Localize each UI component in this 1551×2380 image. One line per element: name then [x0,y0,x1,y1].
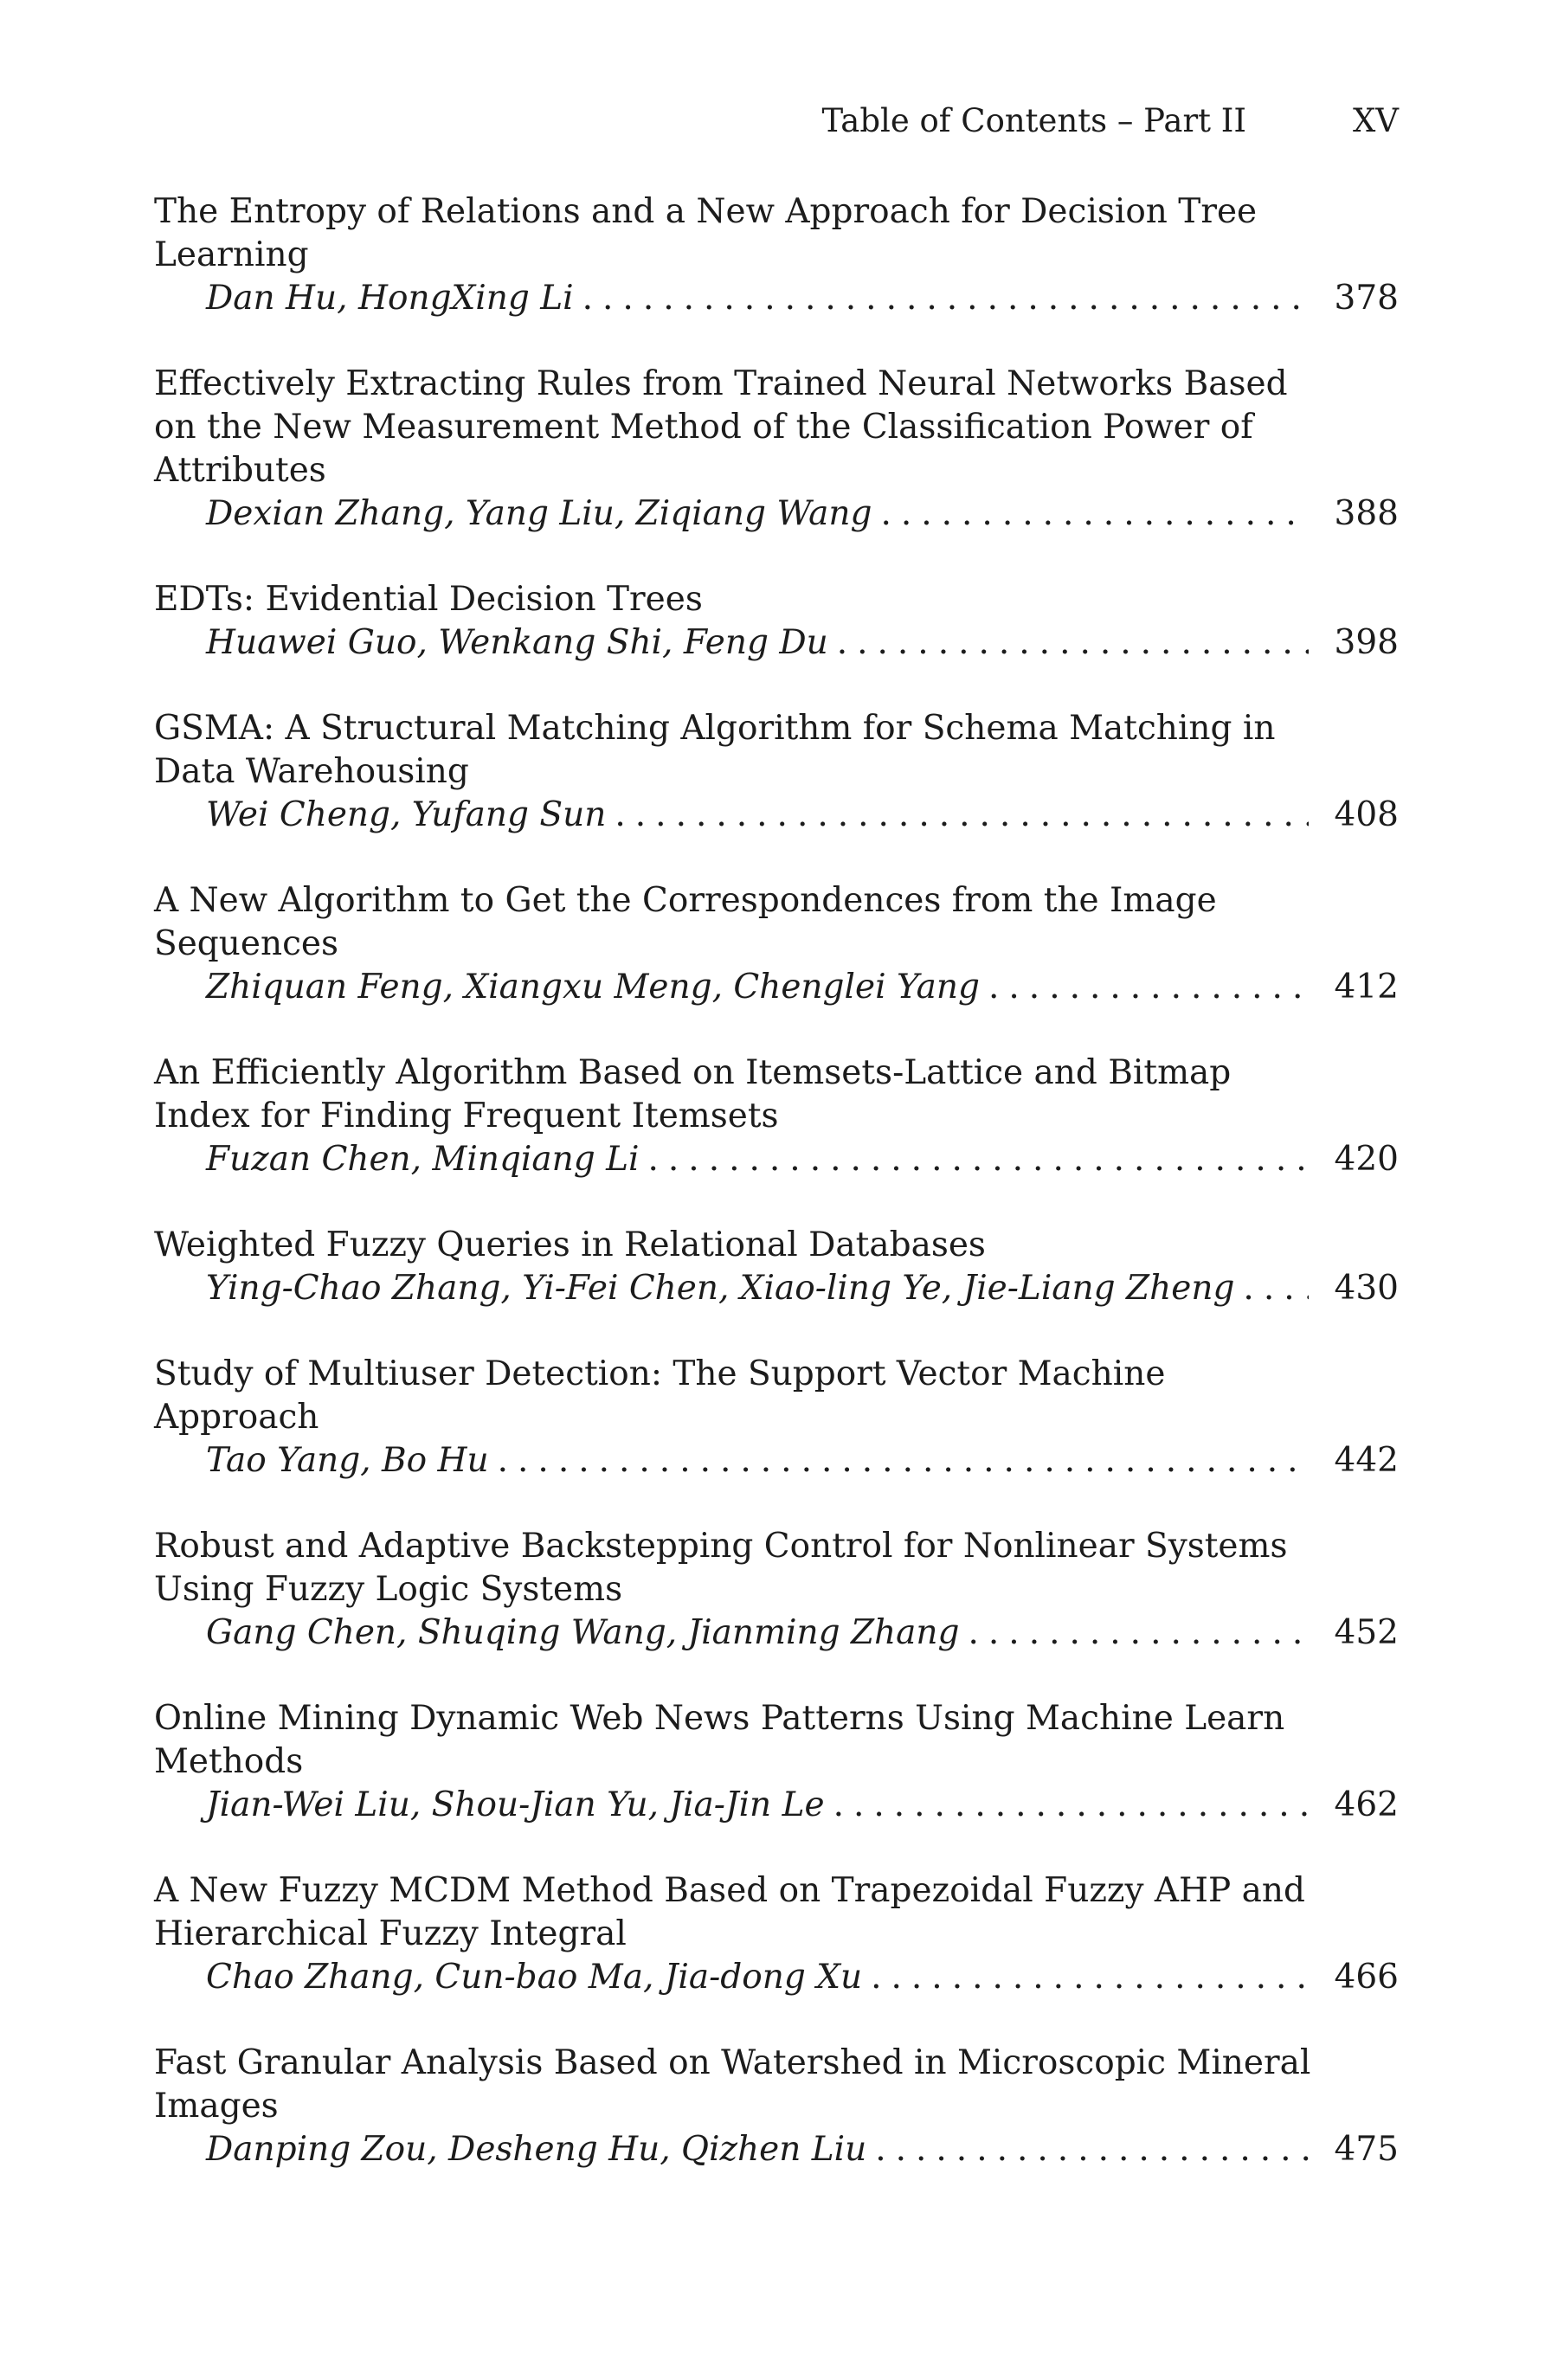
folio-page-number: XV [1352,102,1399,139]
entry-authors: Jian-Wei Liu, Shou-Jian Yu, Jia-Jin Le [206,1785,825,1824]
entry-page-number: 430 [1334,1269,1399,1308]
entry-author-line [154,1611,1399,1655]
dot-leader [875,2128,1309,2171]
entry-authors: Danping Zou, Desheng Hu, Qizhen Liu [206,2130,867,2169]
entry-title: An Efficiently Algorithm Based on Itemsets-Lattice and Bitmap Index for Finding Frequent Itemsets [154,1053,1232,1135]
dot-leader [988,966,1309,1009]
entry-page-number: 388 [1334,494,1399,533]
dot-leader [969,1611,1310,1655]
dot-leader [880,492,1309,536]
entry-author-line [154,277,1399,320]
dot-leader [615,794,1309,837]
entry-page-number: 442 [1334,1441,1399,1480]
toc-entry [154,2042,1399,2171]
entry-page-number: 412 [1334,968,1399,1007]
entry-page-number: 420 [1334,1140,1399,1179]
entry-page-number: 452 [1334,1613,1399,1652]
toc-entry [154,1697,1399,1827]
running-title: Table of Contents – Part II [821,102,1246,139]
entry-title: The Entropy of Relations and a New Approach for Decision Tree Learning [154,192,1258,274]
dot-leader [498,1439,1309,1483]
entry-page-number: 466 [1334,1958,1399,1997]
entry-authors: Dan Hu, HongXing Li [206,279,574,318]
entry-page-number: 398 [1334,623,1399,662]
dot-leader [648,1138,1309,1181]
entry-authors: Gang Chen, Shuqing Wang, Jianming Zhang [206,1613,960,1652]
entry-authors: Fuzan Chen, Minqiang Li [206,1140,640,1179]
entry-author-line [154,2128,1399,2171]
entry-title: Online Mining Dynamic Web News Patterns Using Machine Learn Methods [154,1699,1285,1781]
entry-title: Fast Granular Analysis Based on Watershed in Microscopic Mineral Images [154,2043,1311,2126]
entry-title: A New Algorithm to Get the Correspondences from the Image Sequences [154,881,1217,963]
entry-author-line [154,1267,1399,1310]
toc-entry [154,1869,1399,1999]
entry-authors: Huawei Guo, Wenkang Shi, Feng Du [206,623,828,662]
entry-authors: Zhiquan Feng, Xiangxu Meng, Chenglei Yang [206,968,980,1007]
entry-title: A New Fuzzy MCDM Method Based on Trapezoidal Fuzzy AHP and Hierarchical Fuzzy Integral [154,1871,1306,1953]
toc-entry [154,1052,1399,1181]
entry-title: Weighted Fuzzy Queries in Relational Databases [154,1225,986,1264]
toc-entry [154,707,1399,837]
entry-authors: Dexian Zhang, Yang Liu, Ziqiang Wang [206,494,872,533]
entry-author-line [154,966,1399,1009]
toc-entry [154,190,1399,320]
dot-leader [833,1784,1309,1827]
entry-author-line [154,1956,1399,1999]
toc-entry [154,1353,1399,1483]
dot-leader [582,277,1309,320]
toc-entry [154,578,1399,665]
entry-authors: Chao Zhang, Cun-bao Ma, Jia-dong Xu [206,1958,863,1997]
toc-entry [154,1224,1399,1310]
entry-title: Effectively Extracting Rules from Trained Neural Networks Based on the New Measurement Method of the Classification Power of Attributes [154,364,1288,490]
entry-title: EDTs: Evidential Decision Trees [154,580,703,619]
entry-page-number: 462 [1334,1785,1399,1824]
entry-page-number: 378 [1334,279,1399,318]
entry-authors: Wei Cheng, Yufang Sun [206,795,607,834]
entry-title: Robust and Adaptive Backstepping Control for Nonlinear Systems Using Fuzzy Logic Systems [154,1527,1288,1609]
entry-page-number: 408 [1334,795,1399,834]
entry-author-line [154,1784,1399,1827]
entry-title: Study of Multiuser Detection: The Support Vector Machine Approach [154,1354,1166,1437]
entry-author-line [154,621,1399,665]
toc-entry [154,1525,1399,1655]
dot-leader [1243,1267,1309,1310]
entry-title: GSMA: A Structural Matching Algorithm for Schema Matching in Data Warehousing [154,709,1276,791]
entry-authors: Tao Yang, Bo Hu [206,1441,489,1480]
entry-author-line [154,1138,1399,1181]
entry-authors: Ying-Chao Zhang, Yi-Fei Chen, Xiao-ling Ye, Jie-Liang Zheng [206,1269,1235,1308]
table-of-contents [154,190,1399,2214]
entry-author-line [154,1439,1399,1483]
entry-page-number: 475 [1334,2130,1399,2169]
dot-leader [837,621,1309,665]
running-head [0,97,1551,145]
toc-entry [154,879,1399,1009]
toc-entry [154,363,1399,536]
entry-author-line [154,794,1399,837]
dot-leader [871,1956,1309,1999]
entry-author-line [154,492,1399,536]
